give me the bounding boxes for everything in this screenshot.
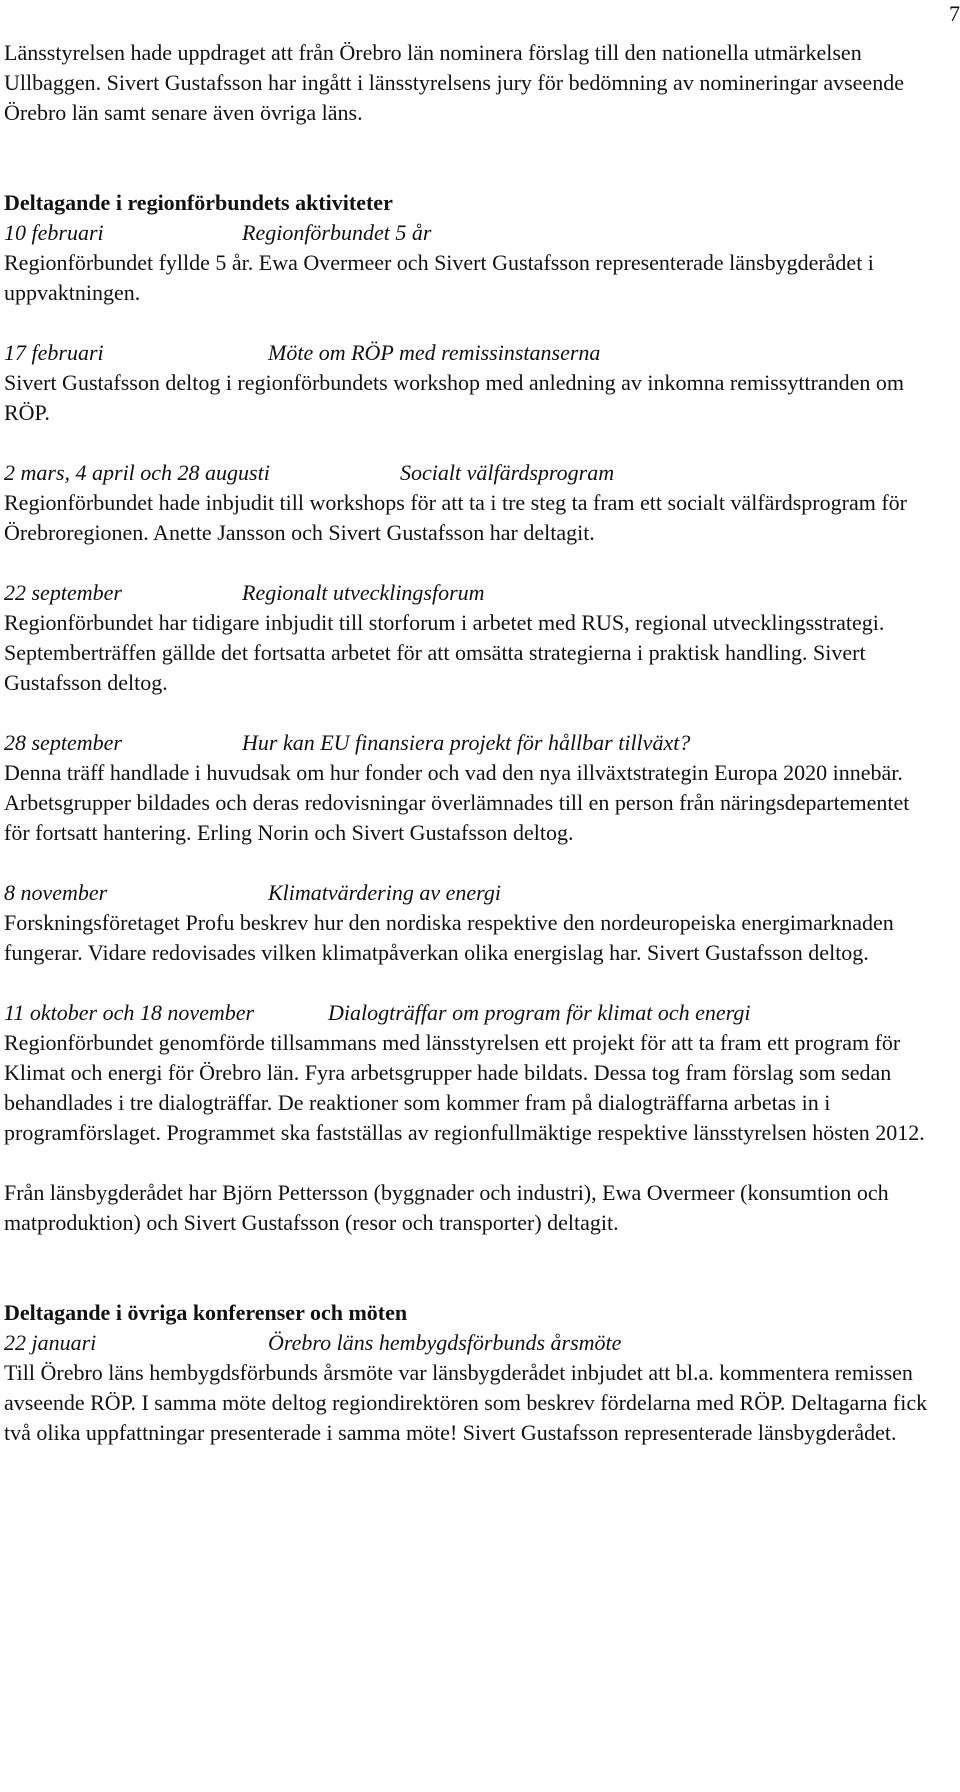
event-item xyxy=(4,998,932,1148)
event-text: Regionförbundet har tidigare inbjudit till storforum i arbetet med RUS, regional utvecklingsstrategi. Septemberträffen gällde det fortsatta arbetet för att omsätta strategierna i praktisk handling. Sivert Gustafsson deltog. xyxy=(4,610,885,695)
event-header xyxy=(4,338,932,368)
closing-paragraph: Från länsbygderådet har Björn Pettersson (byggnader och industri), Ewa Overmeer (konsumtion och matproduktion) och Sivert Gustafsson (resor och transporter) deltagit. xyxy=(4,1180,889,1235)
page-number: 7 xyxy=(949,1,960,26)
event-header xyxy=(4,728,932,758)
event-title: Socialt välfärdsprogram xyxy=(400,460,615,485)
event-item xyxy=(4,338,932,428)
section-heading-ovriga: Deltagande i övriga konferenser och möten xyxy=(4,1300,408,1325)
event-header xyxy=(4,458,932,488)
event-title: Klimatvärdering av energi xyxy=(268,880,501,905)
event-date: 22 september xyxy=(4,580,122,605)
event-text: Sivert Gustafsson deltog i regionförbundets workshop med anledning av inkomna remissyttranden om RÖP. xyxy=(4,370,905,425)
event-header xyxy=(4,218,932,248)
event-item xyxy=(4,728,932,848)
event-item xyxy=(4,458,932,548)
event-title: Örebro läns hembygdsförbunds årsmöte xyxy=(268,1330,622,1355)
event-title: Dialogträffar om program för klimat och energi xyxy=(328,1000,751,1025)
event-date: 17 februari xyxy=(4,340,104,365)
intro-paragraph: Länsstyrelsen hade uppdraget att från Örebro län nominera förslag till den nationella utmärkelsen Ullbaggen. Sivert Gustafsson har ingått i länsstyrelsens jury för bedömning av nomineringar avseende Örebro län samt senare även övriga läns. xyxy=(4,40,904,125)
event-title: Möte om RÖP med remissinstanserna xyxy=(268,340,601,365)
event-date: 11 oktober och 18 november xyxy=(4,1000,255,1025)
event-text: Regionförbundet fyllde 5 år. Ewa Overmeer och Sivert Gustafsson representerade länsbygderådet i uppvaktningen. xyxy=(4,250,874,305)
event-title: Hur kan EU finansiera projekt för hållbar tillväxt? xyxy=(242,730,691,755)
document-body xyxy=(4,38,932,1448)
event-text: Till Örebro läns hembygdsförbunds årsmöte var länsbygderådet inbjudet att bl.a. kommentera remissen avseende RÖP. I samma möte deltog regiondirektören som beskrev fördelarna med RÖP. Deltagarna fick två olika uppfattningar presenterade i samma möte! Sivert Gustafsson representerade länsbygderådet. xyxy=(4,1360,928,1445)
event-item xyxy=(4,1328,932,1448)
event-header xyxy=(4,878,932,908)
event-item xyxy=(4,218,932,308)
event-text: Forskningsföretaget Profu beskrev hur den nordiska respektive den nordeuropeiska energimarknaden fungerar. Vidare redovisades vilken klimatpåverkan olika energislag har. Sivert Gustafsson deltog. xyxy=(4,910,894,965)
event-date: 10 februari xyxy=(4,220,104,245)
section-heading-regionforbundet: Deltagande i regionförbundets aktiviteter xyxy=(4,190,393,215)
event-item xyxy=(4,878,932,968)
event-header xyxy=(4,578,932,608)
event-date: 28 september xyxy=(4,730,122,755)
event-date: 2 mars, 4 april och 28 augusti xyxy=(4,460,270,485)
event-title: Regionförbundet 5 år xyxy=(242,220,432,245)
event-text: Regionförbundet hade inbjudit till workshops för att ta i tre steg ta fram ett socialt välfärdsprogram för Örebroregionen. Anette Jansson och Sivert Gustafsson har deltagit. xyxy=(4,490,907,545)
event-date: 22 januari xyxy=(4,1330,97,1355)
event-title: Regionalt utvecklingsforum xyxy=(242,580,485,605)
event-text: Regionförbundet genomförde tillsammans med länsstyrelsen ett projekt för att ta fram ett program för Klimat och energi för Örebro län. Fyra arbetsgrupper hade bildats. Dessa tog fram förslag som sedan behandlades i tre dialogträffar. De reaktioner som kommer fram på dialogträffarna arbetas in i programförslaget. Programmet ska fastställas av regionfullmäktige respektive länsstyrelsen hösten 2012. xyxy=(4,1030,925,1145)
event-header xyxy=(4,998,932,1028)
event-date: 8 november xyxy=(4,880,108,905)
event-header xyxy=(4,1328,932,1358)
event-text: Denna träff handlade i huvudsak om hur fonder och vad den nya illväxtstrategin Europa 2020 innebär. Arbetsgrupper bildades och deras redovisningar överlämnades till en person från näringsdepartementet för fortsatt hantering. Erling Norin och Sivert Gustafsson deltog. xyxy=(4,760,910,845)
event-item xyxy=(4,578,932,698)
